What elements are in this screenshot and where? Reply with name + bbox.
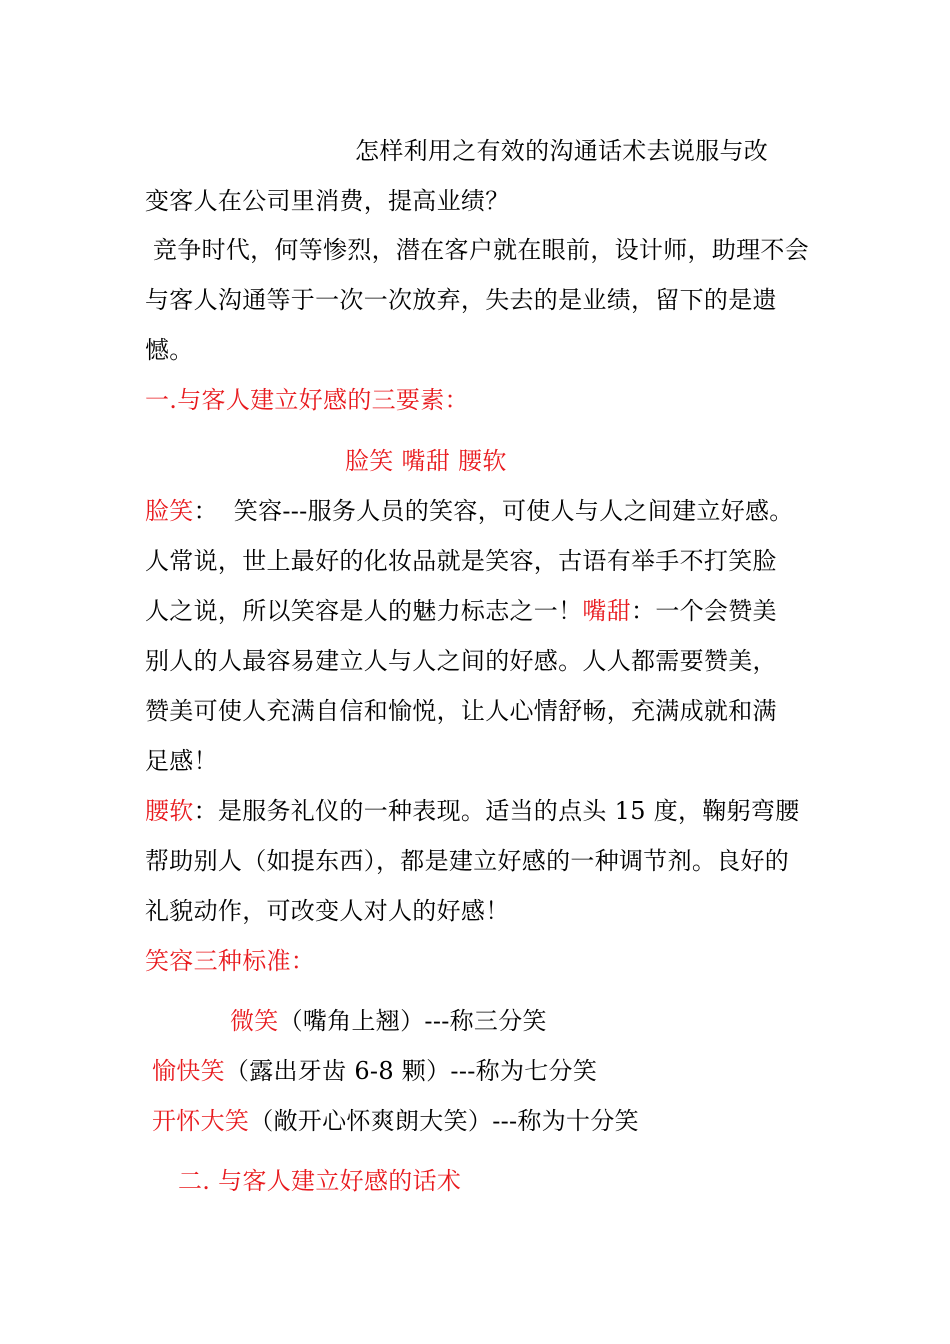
face-text-2: 人常说，世上最好的化妆品就是笑容，古语有举手不打笑脸 <box>145 547 777 575</box>
section1-heading-text: 一.与客人建立好感的三要素： <box>145 386 469 414</box>
face-text-1: ： 笑容---服务人员的笑容，可使人与人之间建立好感。 <box>193 497 794 525</box>
three-elements-text: 脸笑 嘴甜 腰软 <box>345 447 507 475</box>
smile2-label: 愉快笑 <box>152 1057 225 1085</box>
intro-line-1 <box>145 225 810 275</box>
section2-heading <box>178 1156 778 1206</box>
smile-heading <box>145 936 810 986</box>
waist-line-3 <box>145 886 810 936</box>
face-line-1 <box>145 486 810 536</box>
waist-text-2: 帮助别人（如提东西），都是建立好感的一种调节剂。良好的 <box>145 847 790 875</box>
intro-text-1: 竞争时代，何等惨烈，潜在客户就在眼前，设计师，助理不会 <box>145 236 810 264</box>
face-line-2 <box>145 536 810 586</box>
waist-line-2 <box>145 836 810 886</box>
mouth-text-4: 足感！ <box>145 747 218 775</box>
mouth-text-2: 别人的人最容易建立人与人之间的好感。人人都需要赞美， <box>145 647 777 675</box>
intro-line-3 <box>145 325 810 375</box>
mouth-line-3 <box>145 686 810 736</box>
title-text-2: 变客人在公司里消费，提高业绩？ <box>145 187 510 215</box>
waist-text-1: ：是服务礼仪的一种表现。适当的点头 15 度，鞠躬弯腰 <box>193 797 800 825</box>
section2-heading-text: 二. 与客人建立好感的话术 <box>178 1167 462 1195</box>
smile3-label: 开怀大笑 <box>152 1107 250 1135</box>
smile3-text: （敞开心怀爽朗大笑）---称为十分笑 <box>249 1107 639 1135</box>
waist-text-3: 礼貌动作，可改变人对人的好感！ <box>145 897 510 925</box>
waist-label: 腰软 <box>145 797 194 825</box>
intro-text-3: 憾。 <box>145 336 194 364</box>
face-label: 脸笑 <box>145 497 194 525</box>
title-line-1 <box>355 126 815 176</box>
mouth-line-4 <box>145 736 810 786</box>
mouth-label: 嘴甜 <box>582 597 632 625</box>
mouth-line-2 <box>145 636 810 686</box>
smile-heading-text: 笑容三种标准： <box>145 947 316 975</box>
smile2-text: （露出牙齿 6-8 颗）---称为七分笑 <box>224 1057 598 1085</box>
smile1-label: 微笑 <box>230 1007 279 1035</box>
smile-standard-3 <box>152 1096 792 1146</box>
smile1-text: （嘴角上翘）---称三分笑 <box>278 1007 547 1035</box>
mouth-text-3: 赞美可使人充满自信和愉悦，让人心情舒畅，充满成就和满 <box>145 697 777 725</box>
title-line-2 <box>145 176 810 226</box>
intro-text-2: 与客人沟通等于一次一次放弃，失去的是业绩，留下的是遗 <box>145 286 777 314</box>
smile-standard-2 <box>152 1046 792 1096</box>
smile-standard-1 <box>230 996 790 1046</box>
section1-heading <box>145 375 810 425</box>
waist-line-1 <box>145 786 810 836</box>
face-mouth-line <box>145 586 810 636</box>
mouth-text-1: ：一个会赞美 <box>631 597 777 625</box>
intro-line-2 <box>145 275 810 325</box>
three-elements-line <box>345 436 645 486</box>
title-text-1: 怎样利用之有效的沟通话术去说服与改 <box>355 137 769 165</box>
face-text-3: 人之说，所以笑容是人的魅力标志之一！ <box>145 597 583 625</box>
